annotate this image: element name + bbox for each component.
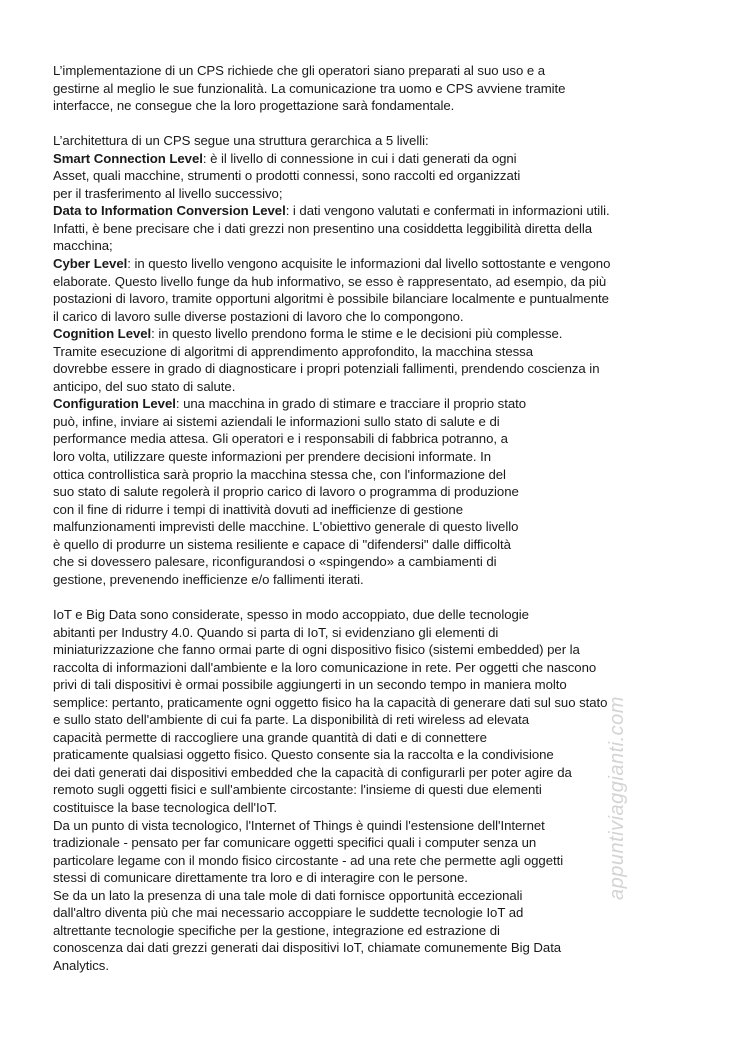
level-cyber — [53, 255, 703, 273]
paragraph-line: che si dovessero palesare, riconfigurandosi o «spingendo» a cambiamenti di — [53, 554, 497, 570]
level-cognition — [53, 325, 703, 343]
paragraph-line: è quello di produrre un sistema resiliente e capace di "difendersi" dalle difficoltà — [53, 536, 511, 552]
paragraph-line: suo stato di salute regolerà il proprio carico di lavoro o programma di produzione — [53, 484, 519, 500]
paragraph-line: capacità permette di raccogliere una grande quantità di dati e di connettere — [53, 729, 487, 745]
paragraph-line: abitanti per Industry 4.0. Quando si parta di IoT, si evidenziano gli elementi di — [53, 624, 499, 640]
level-description: : una macchina in grado di stimare e tracciare il proprio stato — [175, 396, 527, 412]
paragraph-line: può, infine, inviare ai sistemi aziendali le informazioni sullo stato di salute e di — [53, 413, 500, 429]
level-description: : è il livello di connessione in cui i dati generati da ogni — [202, 150, 517, 166]
paragraph-line: Tramite esecuzione di algoritmi di apprendimento approfondito, la macchina stessa — [53, 343, 533, 359]
paragraph-line: dovrebbe essere in grado di diagnosticare i propri potenziali fallimenti, prendendo coscienza in — [53, 361, 600, 377]
level-data-to-information — [53, 202, 703, 220]
paragraph-line: macchina; — [53, 238, 113, 254]
paragraph-line: Infatti, è bene precisare che i dati grezzi non presentino una cosiddetta leggibilità diretta della — [53, 220, 593, 236]
level-title: Data to Information Conversion Level — [53, 203, 286, 219]
level-title: Configuration Level — [53, 396, 176, 412]
paragraph-line: raccolta di informazioni dall'ambiente e la loro comunicazione in rete. Per oggetti che nascono — [53, 659, 597, 675]
architecture-intro: L’architettura di un CPS segue una struttura gerarchica a 5 livelli: — [53, 133, 429, 149]
level-title: Smart Connection Level — [53, 150, 203, 166]
paragraph-line: e sullo stato dell'ambiente di cui fa parte. La disponibilità di reti wireless ad elevata — [53, 712, 530, 728]
paragraph-line: loro volta, utilizzare queste informazioni per prendere decisioni informate. In — [53, 449, 492, 465]
paragraph-line: remoto sugli oggetti fisici e sull'ambiente circostante: l'insieme di questi due elementi — [53, 782, 542, 798]
paragraph-spacer — [53, 588, 703, 606]
paragraph-line: con il fine di ridurre i tempi di inattività dovuti ad inefficienze di gestione — [53, 501, 463, 517]
paragraph-line: particolare legame con il mondo fisico circostante - ad una rete che permette agli oggetti — [53, 852, 564, 868]
paragraph-line: IoT e Big Data sono considerate, spesso in modo accoppiato, due delle tecnologie — [53, 606, 529, 622]
paragraph-line: L’implementazione di un CPS richiede che gli operatori siano preparati al suo uso e a — [53, 63, 546, 78]
paragraph-line: tradizionale - pensato per far comunicare oggetti specifici quali i computer senza un — [53, 835, 537, 851]
paragraph-line: gestione, prevenendo inefficienze e/o fallimenti iterati. — [53, 571, 364, 587]
watermark-text: appuntiviaggianti.com — [606, 696, 628, 900]
paragraph-line: stessi di comunicare direttamente tra loro e di interagire con le persone. — [53, 870, 468, 886]
paragraph-line: altrettante tecnologie specifiche per la gestione, integrazione ed estrazione di — [53, 922, 500, 938]
level-configuration — [53, 395, 703, 413]
paragraph-line: ottica controllistica sarà proprio la macchina stessa che, con l'informazione del — [53, 466, 506, 482]
paragraph-line: praticamente qualsiasi oggetto fisico. Questo consente sia la raccolta e la condivisione — [53, 747, 554, 763]
paragraph-line: interfacce, ne consegue che la loro progettazione sarà fondamentale. — [53, 98, 455, 114]
level-description: : i dati vengono valutati e confermati in informazioni utili. — [285, 203, 610, 219]
level-description: : in questo livello vengono acquisite le informazioni dal livello sottostante e vengono — [127, 256, 611, 272]
paragraph-line: semplice: pertanto, praticamente ogni oggetto fisico ha la capacità di generare dati sul suo stato — [53, 694, 608, 710]
paragraph-line: elaborate. Questo livello funge da hub informativo, se esso è rappresentato, ad esempio, da più — [53, 273, 607, 289]
paragraph-line: anticipo, del suo stato di salute. — [53, 378, 236, 394]
paragraph-line: malfunzionamenti imprevisti delle macchine. L'obiettivo generale di questo livello — [53, 519, 519, 535]
paragraph-line: Se da un lato la presenza di una tale mole di dati fornisce opportunità eccezionali — [53, 887, 523, 903]
paragraph-line: Asset, quali macchine, strumenti o prodotti connessi, sono raccolti ed organizzati — [53, 168, 521, 184]
paragraph-line: dall'altro diventa più che mai necessario accoppiare le suddette tecnologie IoT ad — [53, 905, 524, 921]
paragraph-spacer — [53, 115, 703, 133]
paragraph-line: miniaturizzazione che fanno ormai parte di ogni dispositivo fisico (sistemi embedded) per la — [53, 642, 580, 658]
paragraph-line: performance media attesa. Gli operatori e i responsabili di fabbrica potranno, a — [53, 431, 508, 447]
paragraph-line: dei dati generati dai dispositivi embedded che la capacità di configurarli per poter agire da — [53, 764, 572, 780]
paragraph-line: il carico di lavoro sulle diverse postazioni di lavoro che lo compongono. — [53, 308, 464, 324]
level-title: Cognition Level — [53, 326, 152, 342]
paragraph-line: per il trasferimento al livello successivo; — [53, 185, 283, 201]
paragraph-line: postazioni di lavoro, tramite opportuni algoritmi è possibile bilanciare localmente e puntualmente — [53, 291, 609, 307]
level-description: : in questo livello prendono forma le stime e le decisioni più complesse. — [151, 326, 563, 342]
paragraph-line: gestirne al meglio le sue funzionalità. La comunicazione tra uomo e CPS avviene tramite — [53, 80, 566, 96]
paragraph-line: Da un punto di vista tecnologico, l'Internet of Things è quindi l'estensione dell'Internet — [53, 817, 545, 833]
level-smart-connection — [53, 150, 703, 168]
paragraph-line: Analytics. — [53, 957, 109, 973]
paragraph-line: privi di tali dispositivi è ormai possibile aggiungerti in un secondo tempo in maniera molto — [53, 677, 567, 693]
level-title: Cyber Level — [53, 256, 128, 272]
paragraph-line: costituisce la base tecnologica dell'IoT. — [53, 799, 278, 815]
paragraph-line: conoscenza dai dati grezzi generati dai dispositivi IoT, chiamate comunemente Big Data — [53, 940, 562, 956]
document-body — [53, 62, 703, 974]
